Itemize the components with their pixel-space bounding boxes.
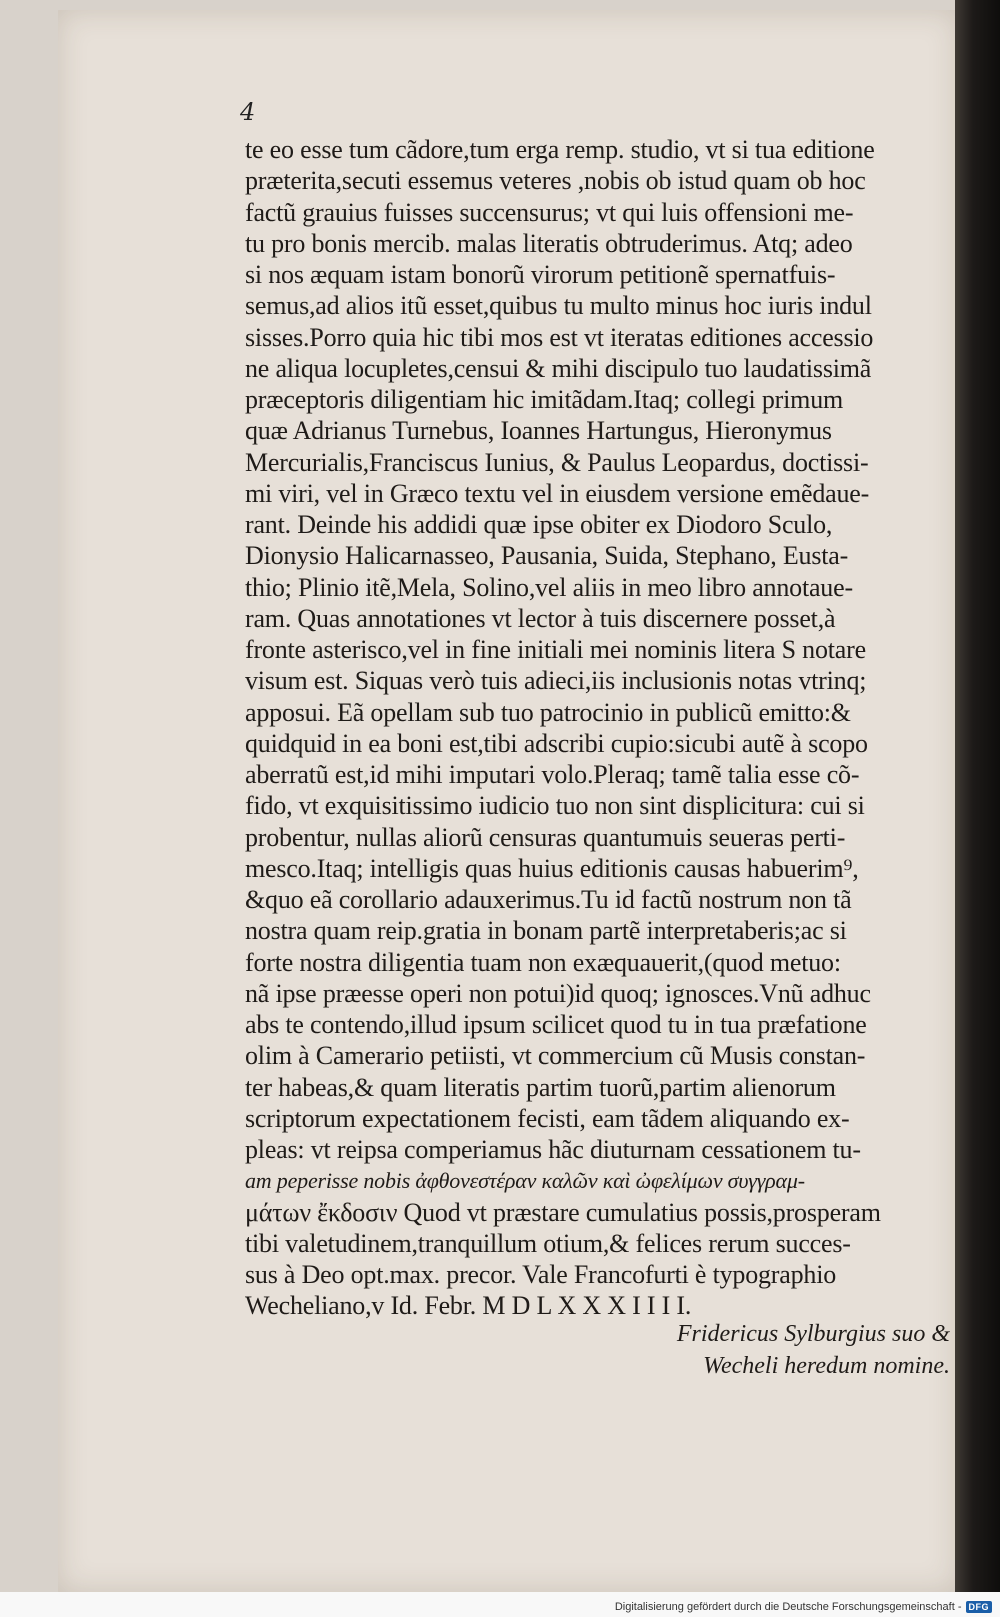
text-line: Mercurialis,Franciscus Iunius, & Paulus Leopardus, doctissi- — [245, 447, 869, 477]
text-line: sus à Deo opt.max. precor. Vale Francofurti è typographio — [245, 1260, 837, 1289]
text-line: nostra quam reip.gratia in bonam partẽ interpretaberis;ac si — [245, 916, 847, 946]
text-line: Wecheliano,v Id. Febr. M D L X X X I I I I. — [245, 1291, 692, 1321]
text-line: semus,ad alios itũ esset,quibus tu multo minus hoc iuris indul — [245, 291, 872, 321]
text-line: nã ipse præesse operi non potui)id quoq; ignosces.Vnũ adhuc — [245, 978, 871, 1008]
text-line: si nos æquam istam bonorũ virorum petitionẽ spernatfuis- — [245, 260, 836, 289]
text-line: Dionysio Halicarnasseo, Pausania, Suida, Stephano, Eusta- — [245, 541, 849, 571]
page-gutter-shadow — [955, 0, 1000, 1600]
text-line: ter habeas,& quam literatis partim tuorũ,partim alienorum — [245, 1072, 836, 1102]
text-line: probentur, nullas aliorũ censuras quantumuis seueras perti- — [245, 822, 846, 852]
text-line: tibi valetudinem,tranquillum otium,& felices rerum succes- — [245, 1228, 851, 1258]
text-line: factũ grauius fuisses succensurus; vt qui luis offensioni me- — [245, 197, 854, 227]
text-line-greek: am peperisse nobis ἀφθονεστέραν καλῶν καὶ ὠφελίμων συγγραμ- — [245, 1168, 805, 1194]
text-line: visum est. Siquas verò tuis adieci,iis inclusionis notas vtrinq; — [245, 666, 867, 696]
text-line: mesco.Itaq; intelligis quas huius editionis causas habuerim⁹, — [245, 853, 859, 883]
text-line: quæ Adrianus Turnebus, Ioannes Hartungus, Hieronymus — [245, 416, 832, 446]
text-line: præceptoris diligentiam hic imitãdam.Itaq; collegi primum — [245, 385, 844, 414]
footer-text: Digitalisierung gefördert durch die Deutsche Forschungsgemeinschaft - — [614, 1601, 962, 1613]
body-text — [245, 134, 945, 1322]
text-line: pleas: vt reipsa comperiamus hãc diuturnam cessationem tu- — [245, 1135, 861, 1164]
text-line: præterita,secuti essemus veteres ,nobis ob istud quam ob hoc — [245, 166, 866, 196]
text-line: thio; Plinio itẽ,Mela, Solino,vel aliis in meo libro annotaue- — [245, 572, 853, 602]
text-line: abs te contendo,illud ipsum scilicet quod tu in tua præfatione — [245, 1010, 867, 1039]
text-line: sisses.Porro quia hic tibi mos est vt iteratas editiones accessio — [245, 322, 874, 352]
text-line: aberratũ est,id mihi imputari volo.Pleraq; tamẽ talia esse cõ- — [245, 760, 860, 789]
text-line: te eo esse tum cãdore,tum erga remp. studio, vt si tua editione — [245, 135, 875, 164]
text-line: fido, vt exquisitissimo iudicio tuo non sint displicitura: cui si — [245, 791, 865, 821]
signature-line-1: Fridericus Sylburgius suo & — [676, 1321, 950, 1347]
digitization-footer — [615, 1601, 992, 1613]
text-line: ne aliqua locupletes,censui & mihi discipulo tuo laudatissimã — [245, 353, 872, 383]
dfg-logo: DFG — [966, 1601, 993, 1613]
text-line: olim à Camerario petiisti, vt commercium cũ Musis constan- — [245, 1041, 866, 1071]
text-line: mi viri, vel in Græco textu vel in eiusdem versione emẽdaue- — [245, 478, 870, 508]
page-number: 4 — [240, 98, 256, 126]
text-line: forte nostra diligentia tuam non exæquauerit,(quod metuo: — [245, 947, 841, 977]
text-line: μάτων ἔκδοσιν Quod vt præstare cumulatius possis,prosperam — [245, 1197, 881, 1227]
signature-line-2: Wecheli heredum nomine. — [703, 1353, 950, 1379]
text-line: &quo eã corollario adauxerimus.Tu id factũ nostrum non tã — [245, 885, 852, 914]
text-line: scriptorum expectationem fecisti, eam tãdem aliquando ex- — [245, 1103, 850, 1133]
text-line: ram. Quas annotationes vt lector à tuis discernere posset,à — [245, 603, 836, 633]
text-line: quidquid in ea boni est,tibi adscribi cupio:sicubi autẽ à scopo — [245, 728, 868, 758]
signature-block — [640, 1318, 950, 1382]
text-line: rant. Deinde his addidi quæ ipse obiter ex Diodoro Sculo, — [245, 510, 833, 539]
text-line: apposui. Eã opellam sub tuo patrocinio in publicũ emitto:& — [245, 697, 851, 727]
text-line: fronte asterisco,vel in fine initiali mei nominis litera S notare — [245, 635, 866, 664]
text-line: tu pro bonis mercib. malas literatis obtruderimus. Atq; adeo — [245, 228, 853, 258]
